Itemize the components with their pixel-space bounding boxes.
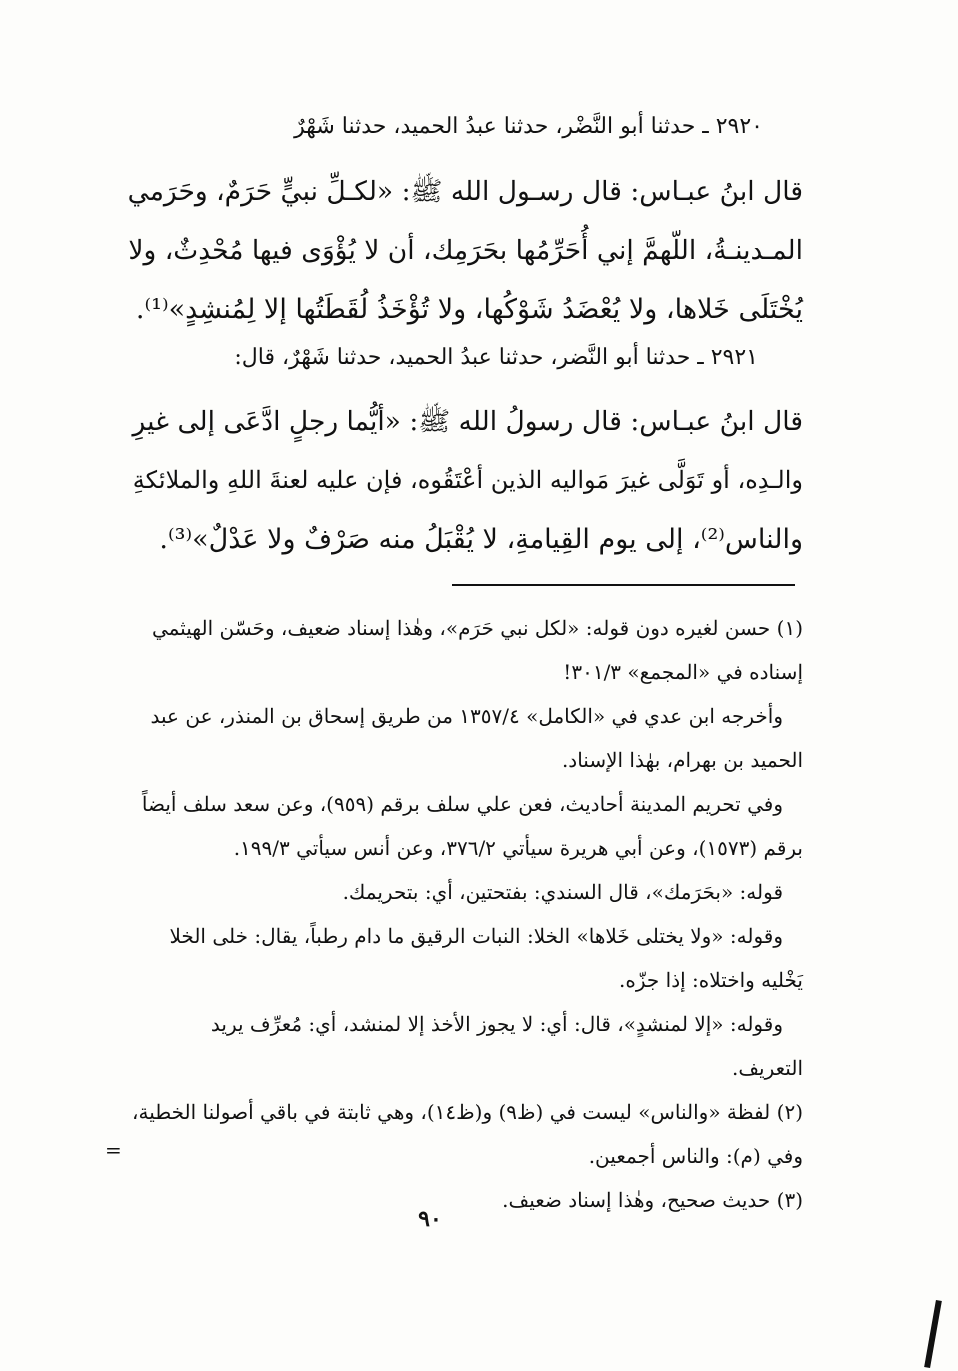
footnote-divider	[452, 584, 795, 586]
footnote-line: (١) حسن لغيره دون قوله: «لكل نبي حَرَم»، وهٰذا إسناد ضعيف، وحَسّن الهيثمي	[151, 616, 803, 640]
text-line: والناس⁽²⁾، إلى يوم القِيامةِ، لا يُقْبَلُ منه صَرْفٌ ولا عَدْلٌ»⁽³⁾.	[159, 524, 803, 555]
footnote-line: وفي تحريم المدينة أحاديث، فعن علي سلف برقم (٩٥٩)، وعن سعد سلف أيضاً	[141, 792, 783, 816]
text-line: قال ابنُ عبـاس: قال رسـول الله ﷺ: «لكـلِّ نبيٍّ حَرَمٌ، وحَرَمي	[127, 176, 803, 207]
footnote-line: وقوله: «إلا لمنشدٍ»، قال: أي: لا يجوز الأخذ إلا لمنشد، أي: مُعرِّف يريد	[210, 1012, 783, 1036]
footnote-line: وفي (م): والناس أجمعين.	[588, 1144, 803, 1168]
scan-edge-mark	[924, 1300, 942, 1368]
footnote-line: وأخرجه ابن عدي في «الكامل» ١٣٥٧/٤ من طريق إسحاق بن المنذر، عن عبد	[150, 704, 783, 728]
footnote-line: برقم (١٥٧٣)، وعن أبي هريرة سيأتي ٣٧٦/٢، وعن أنس سيأتي ١٩٩/٣.	[233, 836, 803, 860]
footnote-line: التعريف.	[732, 1056, 803, 1080]
footnote-line: الحميد بن بهرام، بهٰذا الإسناد.	[561, 748, 803, 772]
continuation-mark: =	[105, 1138, 122, 1162]
text-line: قال ابنُ عبـاس: قال رسولُ الله ﷺ: «أيُّما رجلٍ ادَّعَى إلى غيرِ	[132, 406, 803, 437]
text-line: يُخْتَلَى خَلاها، ولا يُعْضَدُ شَوْكُها، ولا تُؤْخَذُ لُقَطَتُها إلا لِمُنشِدٍ»⁽¹⁾.	[135, 294, 803, 325]
footnote-line: وقوله: «ولا يختلى خَلاها» الخلا: النبات الرقيق ما دام رطباً، يقال: خلى الخلا	[169, 924, 783, 948]
footnotes	[103, 606, 803, 1222]
footnote-line: (٢) لفظة «والناس» ليست في (ظ٩) و(ظ١٤)، وهي ثابتة في باقي أصولنا الخطية،	[132, 1100, 803, 1124]
text-line: المـدينـةُ، اللّهمَّ إني أُحَرِّمُها بحَرَمِك، أن لا يُؤْوَى فيها مُحْدِثٌ، ولا	[128, 235, 803, 266]
hadith-2921-text	[123, 392, 803, 569]
footnote-line: إسناده في «المجمع» ٣٠١/٣!	[563, 660, 803, 684]
footnote-line: قوله: «بحَرَمك»، قال السندي: بفتحتين، أي: بتحريمك.	[342, 880, 783, 904]
footnote-line: يَخْليه واختلاه: إذا جزّه.	[619, 968, 803, 992]
hadith-2921-isnad: ٢٩٢١ ـ حدثنا أبو النَّضر، حدثنا عبدُ الحميد، حدثنا شَهْرٌ، قال:	[234, 345, 758, 370]
hadith-2920-text	[123, 162, 803, 339]
hadith-2920-isnad: ٢٩٢٠ ـ حدثنا أبو النَّضْر، حدثنا عبدُ الحميد، حدثنا شَهْرٌ	[294, 114, 763, 139]
page-number: ٩٠	[418, 1206, 442, 1232]
footnote-line: (٣) حديث صحيح، وهٰذا إسناد ضعيف.	[502, 1188, 803, 1212]
text-line: والـدِه، أو تَوَلَّى غيرَ مَواليه الذين أعْتَقُوه، فإن عليه لعنةَ اللهِ والملائكةِ	[132, 466, 803, 494]
